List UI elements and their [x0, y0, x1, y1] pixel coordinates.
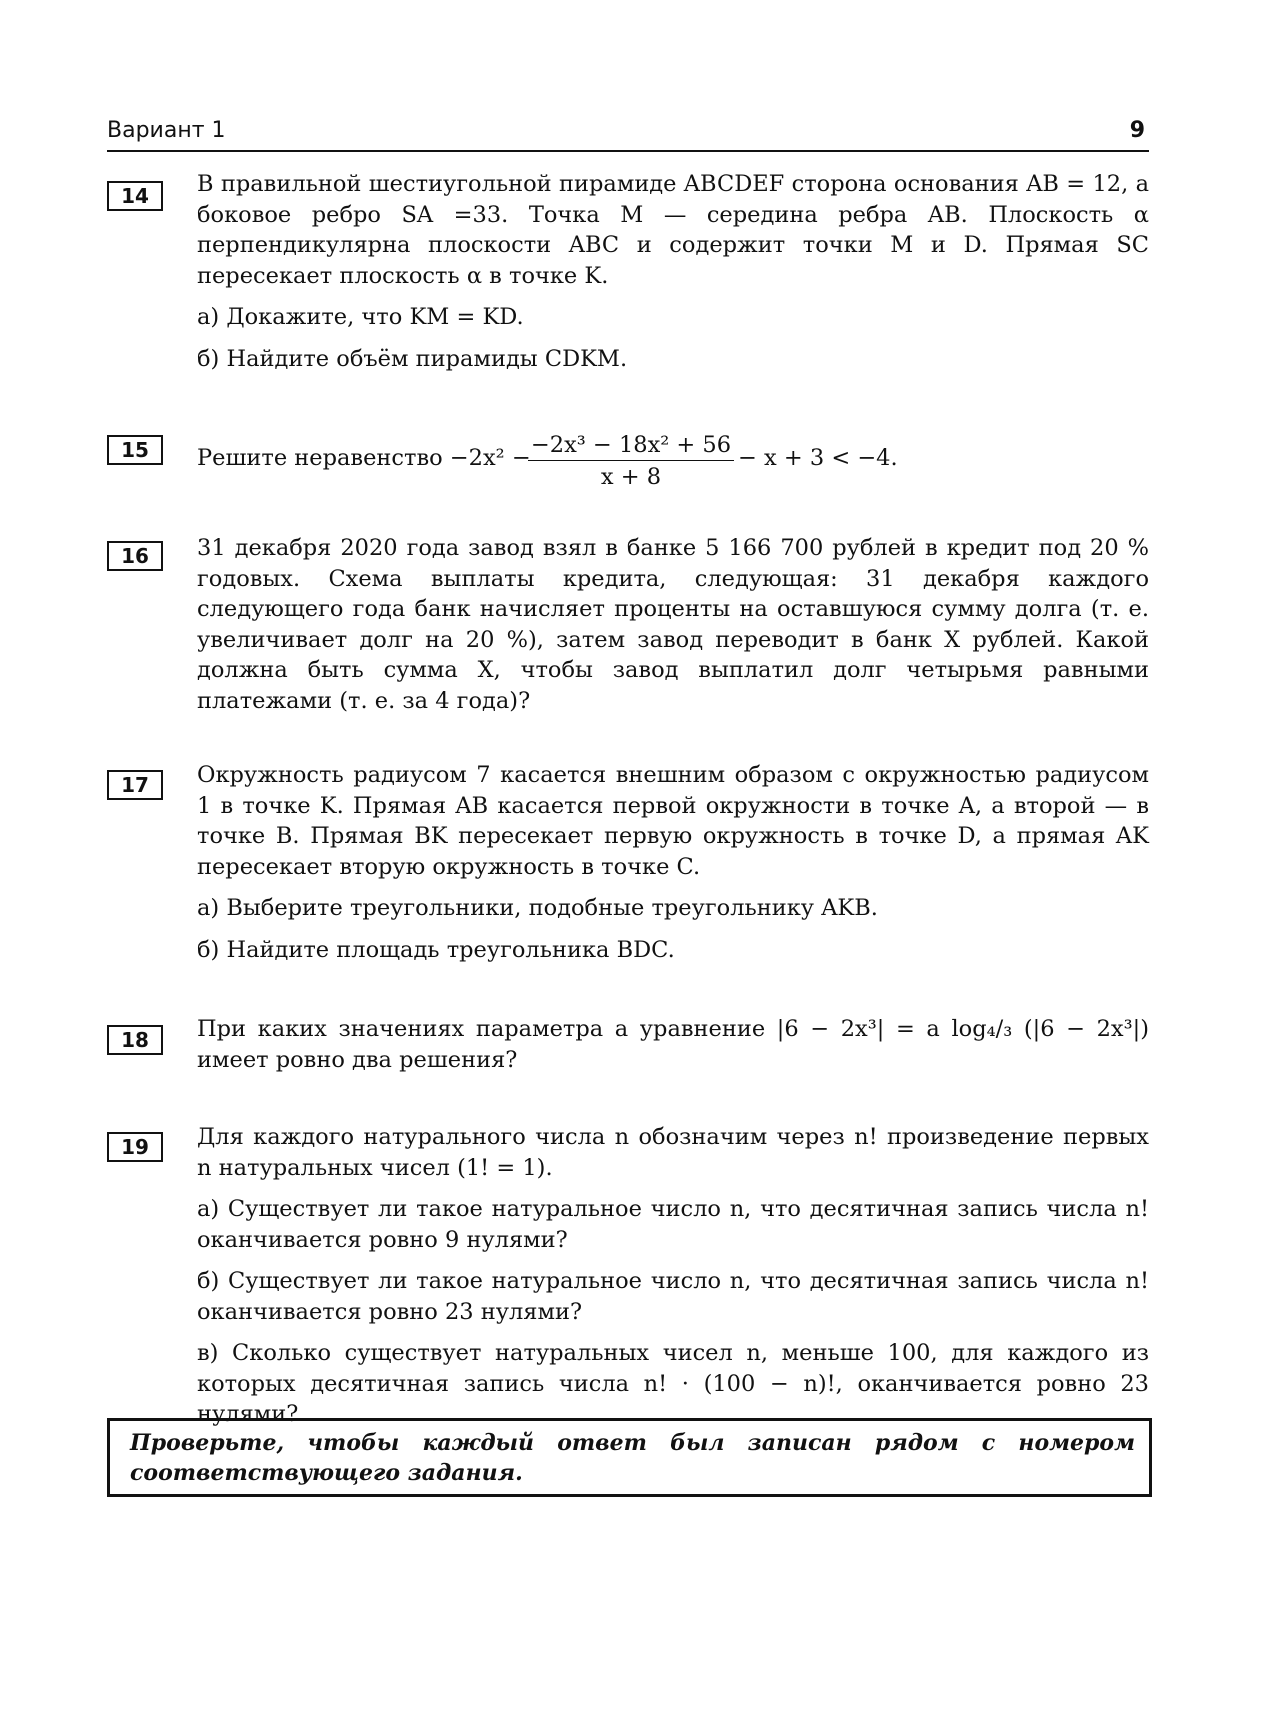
task-14-number: 14	[107, 181, 163, 211]
fraction-numerator: −2x³ − 18x² + 56	[528, 430, 734, 461]
task-19-part-b: б) Существует ли такое натуральное число n, что десятичная запись числа n! оканчивается ровно 23 нулями?	[197, 1268, 1149, 1325]
task-14-part-a: а) Докажите, что KM = KD.	[197, 304, 524, 330]
task-16-statement: 31 декабря 2020 года завод взял в банке 5 166 700 рублей в кредит под 20 % годовых. Схема выплаты кредита, следующая: 31 декабря каждого следующего года банк начисляет проценты на оставшуюся сумму долга (т. е. увеличивает долг на 20 %), затем завод переводит в банк X рублей. Какой должна быть сумма X, чтобы завод выплатил долг четырьмя равными платежами (т. е. за 4 года)?	[197, 535, 1149, 714]
task-16-number: 16	[107, 541, 163, 571]
task-19-number: 19	[107, 1132, 163, 1162]
task-17-part-a: а) Выберите треугольники, подобные треугольнику AKB.	[197, 895, 878, 921]
task-19-part-c: в) Сколько существует натуральных чисел n, меньше 100, для каждого из которых десятичная запись числа n! · (100 − n)!, оканчивается ровно 23 нулями?	[197, 1340, 1149, 1427]
task-15-fraction	[528, 430, 734, 491]
task-19	[197, 1122, 1149, 1441]
task-18-number: 18	[107, 1025, 163, 1055]
task-19-statement: Для каждого натурального числа n обозначим через n! произведение первых n натуральных чисел (1! = 1).	[197, 1124, 1149, 1181]
task-17-number: 17	[107, 770, 163, 800]
task-16	[197, 533, 1149, 727]
task-18	[197, 1014, 1149, 1086]
task-15-tail: − x + 3 < −4.	[738, 445, 898, 471]
task-14-part-b: б) Найдите объём пирамиды CDKM.	[197, 345, 628, 372]
task-17-statement: Окружность радиусом 7 касается внешним образом с окружностью радиусом 1 в точке K. Прямая AB касается первой окружности в точке A, а второй — в точке B. Прямая BK пересекает первую окружность в точке D, а прямая AK пересекает вторую окружность в точке C.	[197, 762, 1149, 880]
task-17-part-b: б) Найдите площадь треугольника BDC.	[197, 936, 675, 963]
task-15-lead: Решите неравенство −2x² −	[197, 445, 531, 471]
task-17	[197, 760, 1149, 976]
answer-check-notice	[107, 1418, 1152, 1497]
task-14	[197, 169, 1149, 385]
task-14-statement: В правильной шестиугольной пирамиде ABCDEF сторона основания AB = 12, а боковое ребро SA =33. Точка M — середина ребра AB. Плоскость α перпендикулярна плоскости ABC и содержит точки M и D. Прямая SC пересекает плоскость α в точке K.	[197, 171, 1149, 289]
notice-text: Проверьте, чтобы каждый ответ был записан рядом с номером соответствующего задания.	[130, 1430, 1135, 1486]
task-18-statement: При каких значениях параметра a уравнение |6 − 2x³| = a log₄/₃ (|6 − 2x³|) имеет ровно два решения?	[197, 1016, 1149, 1073]
task-15-number: 15	[107, 435, 163, 465]
variant-title: Вариант 1	[107, 118, 226, 143]
task-19-part-a: а) Существует ли такое натуральное число n, что десятичная запись числа n! оканчивается ровно 9 нулями?	[197, 1196, 1149, 1253]
fraction-denominator: x + 8	[600, 464, 662, 490]
page-header	[107, 116, 1149, 152]
page-number: 9	[1129, 118, 1145, 143]
